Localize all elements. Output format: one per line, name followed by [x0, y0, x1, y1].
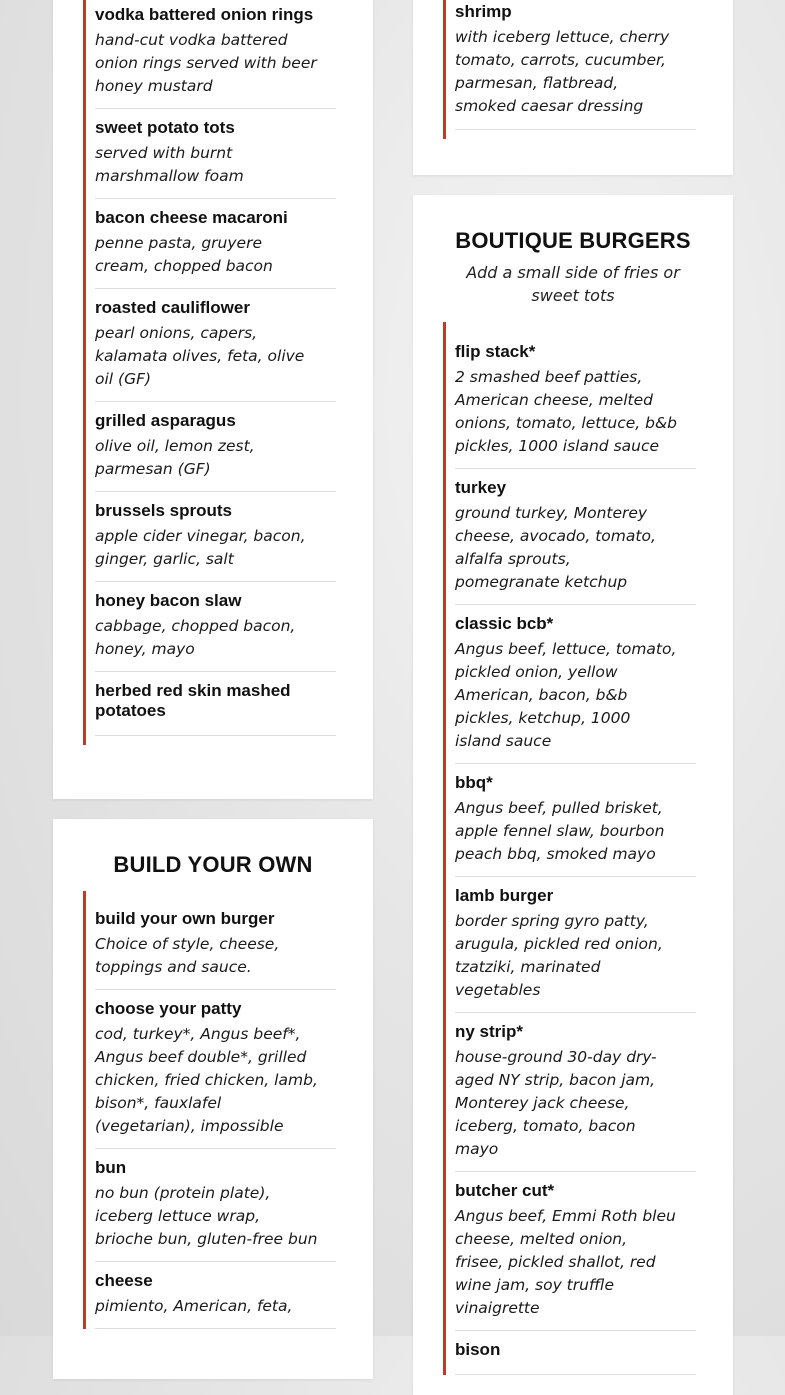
item-description: with iceberg lettuce, cherry tomato, carrots, cucumber, parmesan, flatbread, smoked caesar dressing — [455, 28, 670, 115]
menu-item[interactable] — [455, 764, 696, 877]
burgers-list — [443, 322, 696, 1375]
menu-item[interactable] — [455, 322, 696, 469]
menu-item[interactable] — [455, 0, 696, 130]
item-name: butcher cut* — [455, 1181, 555, 1200]
section-title: BUILD YOUR OWN — [113, 852, 313, 877]
item-name: vodka battered onion rings — [95, 5, 314, 24]
item-name: build your own burger — [95, 909, 275, 928]
item-description: olive oil, lemon zest, parmesan (GF) — [95, 437, 255, 478]
item-name: bacon cheese macaroni — [95, 208, 288, 227]
item-name: classic bcb* — [455, 614, 554, 633]
section-subtitle: Add a small side of fries or sweet tots — [466, 263, 680, 305]
menu-item[interactable] — [95, 289, 336, 402]
menu-item[interactable] — [455, 469, 696, 605]
item-description: apple cider vinegar, bacon, ginger, garlic, salt — [95, 527, 306, 568]
item-name: flip stack* — [455, 342, 536, 361]
build-your-own-card — [53, 819, 373, 1379]
item-name: brussels sprouts — [95, 501, 232, 520]
item-description: house-ground 30-day dry-aged NY strip, bacon jam, Monterey jack cheese, iceberg, tomato, bacon mayo — [455, 1048, 657, 1158]
item-name: roasted cauliflower — [95, 298, 250, 317]
item-name: choose your patty — [95, 999, 242, 1018]
item-description: ground turkey, Monterey cheese, avocado, tomato, alfalfa sprouts, pomegranate ketchup — [455, 504, 656, 591]
salads-list — [443, 0, 696, 139]
menu-item[interactable] — [455, 877, 696, 1013]
item-name: honey bacon slaw — [95, 591, 242, 610]
boutique-burgers-card — [413, 195, 733, 1395]
item-name: turkey — [455, 478, 507, 497]
item-description: no bun (protein plate), iceberg lettuce wrap, brioche bun, gluten-free bun — [95, 1184, 318, 1248]
item-description: Angus beef, lettuce, tomato, pickled onion, yellow American, bacon, b&b pickles, ketchup, 1000 island sauce — [455, 640, 677, 750]
section-title: BOUTIQUE BURGERS — [455, 228, 691, 253]
item-description: pearl onions, capers, kalamata olives, feta, olive oil (GF) — [95, 324, 305, 388]
item-description: Angus beef, pulled brisket, apple fennel slaw, bourbon peach bbq, smoked mayo — [455, 799, 665, 863]
item-name: bison — [455, 1340, 501, 1359]
item-description: served with burnt marshmallow foam — [95, 144, 244, 185]
sides-list — [83, 0, 336, 745]
menu-item[interactable] — [95, 582, 336, 672]
build-list — [83, 891, 336, 1329]
menu-item[interactable] — [455, 1331, 696, 1375]
menu-item[interactable] — [95, 1262, 336, 1329]
item-description: cabbage, chopped bacon, honey, mayo — [95, 617, 296, 658]
item-description: penne pasta, gruyere cream, chopped bacon — [95, 234, 273, 275]
menu-item[interactable] — [95, 672, 336, 736]
item-description: Choice of style, cheese, toppings and sauce. — [95, 935, 280, 976]
item-description: 2 smashed beef patties, American cheese, melted onions, tomato, lettuce, b&b pickles, 1000 island sauce — [455, 368, 677, 455]
item-name: bun — [95, 1158, 127, 1177]
item-description: hand-cut vodka battered onion rings served with beer honey mustard — [95, 31, 317, 95]
sides-card — [53, 0, 373, 799]
item-name: ny strip* — [455, 1022, 524, 1041]
menu-item[interactable] — [455, 605, 696, 764]
menu-item[interactable] — [455, 1013, 696, 1172]
menu-item[interactable] — [95, 990, 336, 1149]
item-name: bbq* — [455, 773, 493, 792]
item-name: cheese — [95, 1271, 153, 1290]
menu-item[interactable] — [455, 1172, 696, 1331]
salads-card — [413, 0, 733, 175]
item-name: shrimp — [455, 2, 512, 21]
item-name: herbed red skin mashed potatoes — [95, 681, 291, 720]
item-name: lamb burger — [455, 886, 554, 905]
menu-item[interactable] — [95, 0, 336, 109]
menu-item[interactable] — [95, 891, 336, 990]
menu-item[interactable] — [95, 109, 336, 199]
item-name: grilled asparagus — [95, 411, 236, 430]
item-description: Angus beef, Emmi Roth bleu cheese, melted onion, frisee, pickled shallot, red wine jam, soy truffle vinaigrette — [455, 1207, 676, 1317]
menu-item[interactable] — [95, 1149, 336, 1262]
item-name: sweet potato tots — [95, 118, 235, 137]
item-description: cod, turkey*, Angus beef*, Angus beef double*, grilled chicken, fried chicken, lamb, bison*, fauxlafel (vegetarian), impossible — [95, 1025, 318, 1135]
menu-item[interactable] — [95, 492, 336, 582]
menu-item[interactable] — [95, 199, 336, 289]
item-description: border spring gyro patty, arugula, pickled red onion, tzatziki, marinated vegetables — [455, 912, 663, 999]
menu-item[interactable] — [95, 402, 336, 492]
item-description: pimiento, American, feta, — [95, 1297, 293, 1315]
